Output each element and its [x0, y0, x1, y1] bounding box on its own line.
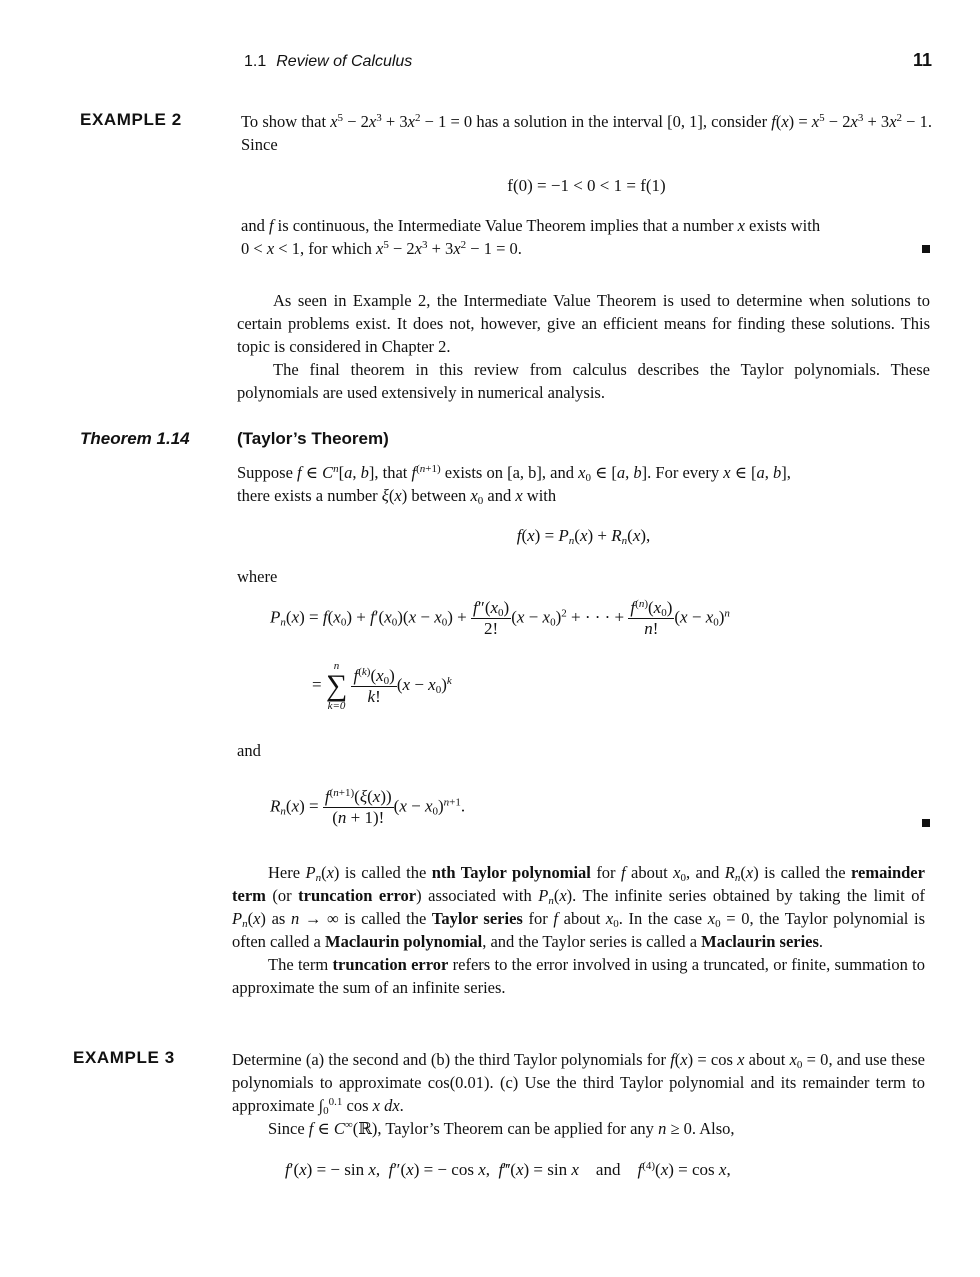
equation-cos-derivatives: f′(x) = − sin x, f″(x) = − cos x, f‴(x) = sin x and $f^{(4)}(x) = \cos x$,: [285, 1160, 731, 1179]
equation-taylor-decomposition: $f(x) = P_n(x) + R_n(x)$,: [516, 526, 651, 547]
taylor-explanation: [232, 861, 925, 999]
term-remainder: remainder term: [232, 863, 925, 905]
equation-remainder: $R_n(x)$ = $\frac{f^{(n+1)}(\xi(x))}{(n + 1)!}$ $(x - x_0)^{n+1}$.: [270, 787, 466, 827]
running-header: [244, 53, 412, 71]
example-3-text: Determine (a) the second and (b) the third Taylor polynomials for f(x) = cos x about $x_0 = 0$, and use these polynomials to approximate cos(0.01). (c) Use the third Taylor polynomial and its remainder term to approximate $\int_0^{0.1}$ cos x dx. Since f ∈ C∞(ℝ), Taylor’s Theorem can be applied for any n ≥ 0. Also,: [232, 1050, 925, 1138]
example-2-conclusion: and f is continuous, the Intermediate Value Theorem implies that a number x exists with 0 < x < 1, for which $x^5 - 2x^3 + 3x^2 - 1 = 0$.: [241, 216, 821, 258]
term-maclaurin-polynomial: Maclaurin polynomial: [325, 932, 483, 951]
theorem-label: Theorem 1.14: [80, 429, 190, 448]
term-truncation-error: truncation error: [298, 886, 417, 905]
section-number: 1.1: [244, 53, 267, 70]
section-title: Review of Calculus: [276, 53, 413, 70]
term-taylor-series: Taylor series: [431, 909, 523, 928]
term-truncation-error-2: truncation error: [332, 955, 449, 974]
equation-taylor-polynomial: $P_n(x) = f(x_0) + f'(x_0)(x - x_0)$ + $\frac{f''(x_0)}{2!}$ $(x - x_0)^2$ + · · · + $\frac{f^{(n)}(x_0)}{n!}$ $(x - x_0)^n$: [270, 598, 730, 638]
example-3-label: EXAMPLE 3: [73, 1048, 175, 1067]
end-of-theorem-mark: [922, 819, 930, 827]
theorem-title: (Taylor’s Theorem): [237, 429, 389, 448]
equation-f0-f1: f(0) = −1 < 0 < 1 = f(1): [507, 176, 666, 195]
end-of-example-mark: [922, 245, 930, 253]
taylor-paragraph-1: Here $P_n(x)$ is called the nth Taylor polynomial for f about $x_0$, and $R_n(x)$ is called the remainder term (or truncation error) associated with $P_n(x)$. The infinite series obtained by taking the limit of $P_n(x)$ as n → ∞ is called the Taylor series for f about $x_0$. In the case $x_0 = 0$, the Taylor polynomial is often called a Maclaurin polynomial, and the Taylor series is called a Maclaurin series.: [232, 863, 926, 951]
equation-taylor-sum: = n ∑ k=0 $\frac{f^{(k)}(x_0)}{k!}$ $(x - x_0)^k$: [312, 660, 452, 712]
theorem-statement: Suppose f ∈ $C^n[a$, b], that $f^{(n+1)}$ exists on [a, b], and $x_0$ ∈ [a, b]. For every x ∈ [a, b], there exists a number ξ(x) between $x_0$ and x with: [237, 463, 791, 507]
discussion-paragraphs: [237, 289, 930, 404]
discussion-paragraph-2: The final theorem in this review from calculus describes the Taylor polynomials. These polynomials are used extensively in numerical analysis.: [237, 360, 930, 402]
word-where: where: [237, 567, 278, 586]
example-2-intro: To show that $x^5 - 2x^3 + 3x^2 - 1 = 0$ has a solution in the interval [0, 1], consider $f(x) = x^5 - 2x^3 + 3x^2 - 1$. Since: [241, 112, 933, 154]
word-and: and: [237, 741, 261, 760]
term-maclaurin-series: Maclaurin series: [701, 932, 819, 951]
page-number: 11: [912, 50, 932, 70]
example-2-label: EXAMPLE 2: [80, 110, 182, 129]
taylor-paragraph-2: The term truncation error refers to the error involved in using a truncated, or finite, summation to approximate the sum of an infinite series.: [232, 955, 925, 997]
term-nth-taylor-polynomial: nth Taylor polynomial: [431, 863, 591, 882]
discussion-paragraph-1: As seen in Example 2, the Intermediate Value Theorem is used to determine when solutions to certain problems exist. It does not, however, give an efficient means for finding these solutions. This topic is considered in Chapter 2.: [237, 291, 930, 356]
